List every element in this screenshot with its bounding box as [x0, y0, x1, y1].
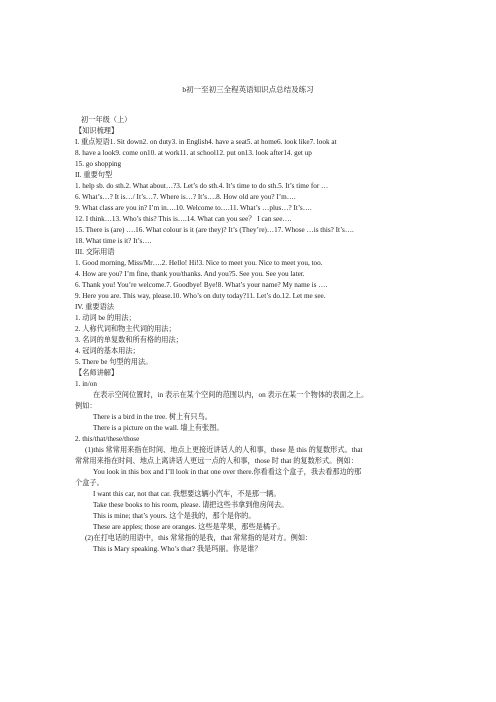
text-line: 在表示空间位置时，in 表示在某个空间的范围以内，on 表示在某一个物体的表面之上。 [93, 391, 369, 399]
text-line: 3. 名词的单复数和所有格的用法； [75, 336, 183, 344]
text-line: 例如： [75, 402, 97, 410]
text-line: 2. 人称代词和物主代词的用法； [75, 325, 176, 333]
section-heading-knowledge: 【知识梳理】 [75, 127, 119, 135]
example-line: You look in this box and I’ll look in that one over there.你看看这个盒子，我去看那边的那 [93, 468, 362, 476]
text-line: 6. What’s…? It is…/ It’s…7. Where is…? It’s….8. How old are you? I’m…. [75, 193, 296, 201]
text-line: 6. Thank you! You’re welcome.7. Goodbye! Bye!8. What’s your name? My name is …. [75, 281, 328, 289]
example-line: This is Mary speaking. Who’s that? 我是玛丽。你是谁？ [93, 545, 262, 553]
example-line: This is mine; that’s yours. 这个是我的，那个是你的。 [93, 512, 256, 520]
text-line: (1)this 常常用来指在时间、地点上更接近讲话人的人和事，these 是 this 的复数形式。that [85, 446, 363, 454]
text-line: 9. Here you are. This way, please.10. Who’s on duty today?11. Let’s do.12. Let me see. [75, 292, 326, 300]
text-line: 12. I think…13. Who’s this? This is….14. What can you see？ I can see…. [75, 215, 292, 223]
example-line: These are apples; those are oranges. 这些是苹果，那些是橘子。 [93, 523, 285, 531]
text-line: (2)在打电话的用语中，this 常常指的是我，that 常常指的是对方。例如： [85, 534, 313, 542]
text-line: 15. go shopping [75, 160, 122, 168]
text-line: 5. There be 句型的用法。 [75, 358, 153, 366]
text-line: 9. What class are you in? I’m in….10. Welcome to….11. What’s …plus…? It’s…. [75, 204, 312, 212]
text-line: 1. 动词 be 的用法； [75, 314, 136, 322]
text-line: 常常用来指在时间、地点上离讲话人更远一点的人和事，those 时 that 的复数形式。例如： [75, 457, 358, 465]
text-line: 个盒子。 [75, 479, 104, 487]
text-line: 15. There is (are) ….16. What colour is it (are they)? It’s (They’re)…17. Whose …is this? It’s…. [75, 226, 354, 234]
text-line: 2. this/that/these/those [75, 435, 140, 443]
text-line: 4. 冠词的基本用法； [75, 347, 140, 355]
text-line: 4. How are you? I’m fine, thank you/thanks. And you?5. See you. See you later. [75, 270, 305, 278]
example-line: Take these books to his room, please. 请把这些书拿到他房间去。 [93, 501, 289, 509]
section-grade-heading: 初一年级（上） [81, 116, 132, 124]
example-line: There is a picture on the wall. 墙上有张图。 [93, 424, 224, 432]
example-line: I want this car, not that car. 我想要这辆小汽车，不是那一辆。 [93, 490, 281, 498]
text-line: 1. help sb. do sth.2. What about…?3. Let’s do sth.4. It’s time to do sth.5. It’s time for … [75, 182, 329, 190]
text-line: 1. in/on [75, 380, 97, 388]
text-line: 18. What time is it? It’s…. [75, 237, 152, 245]
section-heading-explanation: 【名师讲解】 [75, 369, 119, 377]
example-line: There is a bird in the tree. 树上有只鸟。 [93, 413, 212, 421]
subheading-communication: III. 交际用语 [75, 248, 115, 256]
text-line: 8. have a look9. come on10. at work11. at school12. put on13. look after14. get up [75, 149, 312, 157]
subheading-sentences: II. 重要句型 [75, 171, 113, 179]
text-line: 1. Good morning, Miss/Mr….2. Hello! Hi!3. Nice to meet you. Nice to meet you, too. [75, 259, 323, 267]
document-title: b初一至初三全程英语知识点总结及练习 [182, 85, 314, 94]
subheading-grammar: IV. 重要语法 [75, 303, 115, 311]
text-line: I. 重点短语1. Sit down2. on duty3. in English4. have a seat5. at home6. look like7. look at [75, 138, 337, 146]
